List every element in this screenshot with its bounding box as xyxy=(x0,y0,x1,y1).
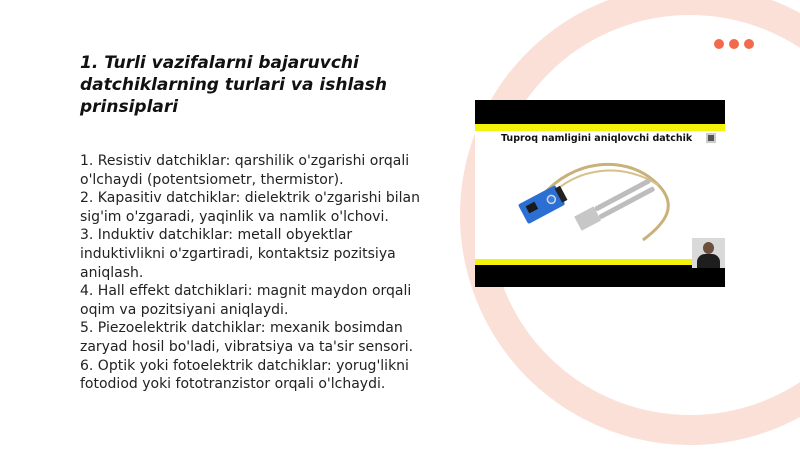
sensor-type-list xyxy=(80,152,425,394)
list-item: 1. Resistiv datchiklar: qarshilik o'zgarishi orqali o'lchaydi (potentsiometr, thermistor). xyxy=(80,153,410,188)
qr-code-icon xyxy=(706,133,716,143)
presenter-thumbnail xyxy=(692,238,725,268)
dot xyxy=(714,39,724,49)
presenter-body xyxy=(697,254,720,268)
slide-title: 1. Turli vazifalarni bajaruvchi datchiklarning turlari va ishlash prinsiplari xyxy=(80,53,387,117)
video-caption: Tuproq namligini aniqlovchi datchik xyxy=(501,133,693,144)
list-item: 2. Kapasitiv datchiklar: dielektrik o'zgarishi bilan sig'im o'zgaradi, yaqinlik va namlik o'lchovi. xyxy=(80,190,420,225)
list-item: 4. Hall effekt datchiklari: magnit maydon orqali oqim va pozitsiyani aniqlaydi. xyxy=(80,283,412,318)
list-item: 3. Induktiv datchiklar: metall obyektlar induktivlikni o'zgartiradi, kontaktsiz pozitsiya aniqlash. xyxy=(80,227,396,281)
video-yellow-band xyxy=(475,124,725,131)
list-item: 5. Piezoelektrik datchiklar: mexanik bosimdan zaryad hosil bo'ladi, vibratsiya va ta'sir sensori. xyxy=(80,320,414,355)
video-ticker-band xyxy=(475,259,725,265)
dot xyxy=(729,39,739,49)
dot xyxy=(744,39,754,49)
presenter-head xyxy=(703,242,714,254)
embedded-video[interactable] xyxy=(475,100,725,287)
ellipsis-icon xyxy=(714,39,754,49)
list-item: 6. Optik yoki fotoelektrik datchiklar: yorug'likni fotodiod yoki fototranzistor orqali o'lchaydi. xyxy=(80,357,409,393)
soil-moisture-sensor-image xyxy=(513,155,693,250)
